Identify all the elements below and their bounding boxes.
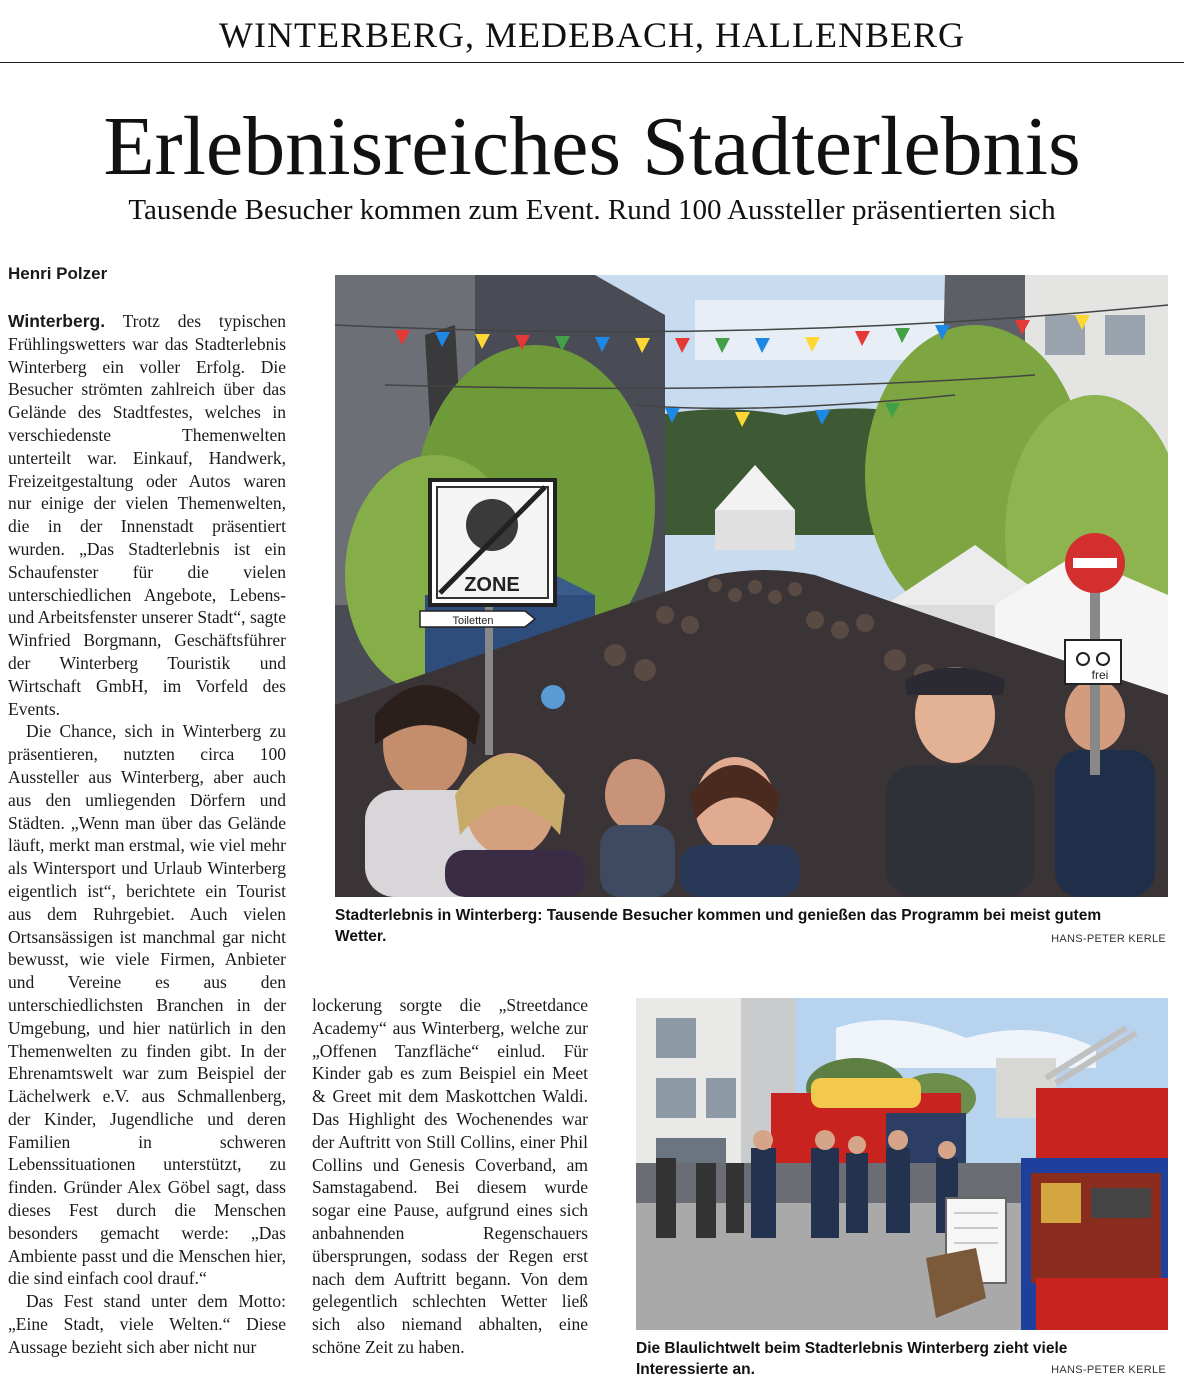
paragraph-1 xyxy=(8,310,286,720)
section-rule xyxy=(0,62,1184,63)
sign-toiletten-text: Toiletten xyxy=(452,615,494,627)
photo-blaulichtwelt xyxy=(636,998,1168,1330)
author: Henri Polzer xyxy=(8,264,108,283)
dateline: Winterberg. xyxy=(8,311,106,331)
sign-frei-text: frei xyxy=(1091,668,1109,682)
photo1-credit: HANS-PETER KERLE xyxy=(1051,933,1166,945)
photo-street-crowd xyxy=(335,275,1168,897)
paragraph-4: lockerung sorgte die „Streetdance Academy“ aus Winterberg, welche zur „Offenen Tanzfläche“ einlud. Für Kinder gab es zum Beispiel ein Meet & Greet mit dem Maskottchen Waldi. Das Highlight des Wochenendes war der Auftritt von Still Collins, einer Phil Collins und Genesis Coverband, am Samstagabend. Bei diesem wurde sogar eine Pause, aufgrund eines sich anbahnenden Regenschauers übersprungen, sodass der Regen erst nach dem Auftritt begann. Von dem gelegentlich schlechten Wetter ließ sich also niemand abhalten, eine schöne Zeit zu haben. xyxy=(312,995,588,1357)
subheadline: Tausende Besucher kommen zum Event. Rund 100 Aussteller präsentierten sich xyxy=(128,194,1056,226)
article-column-2 xyxy=(312,994,588,1359)
sign-zone-text: ZONE xyxy=(464,574,520,596)
paragraph-2: Die Chance, sich in Winterberg zu präsentieren, nutzten circa 100 Aussteller aus Winterberg, aber auch aus den umliegenden Dörfern und Städten. „Wenn man über das Gelände läuft, merkt man erstmal, wie viel mehr als Wintersport und Urlaub Winterberg eigentlich ist“, berichtete ein Tourist aus dem Ruhrgebiet. Auch vielen Ortsansässigen ist manchmal gar nicht bewusst, wie viele Firmen, Anbieter und Vereine es aus den unterschiedlichsten Branchen in der Umgebung, und hier natürlich in den Themenwelten zu finden gibt. In der Ehrenamtswelt war zum Beispiel der Lächelwerk e.V. aus Schmallenberg, der Kinder, Jugendliche und deren Familien in schweren Lebenssituationen unterstützt, zu finden. Gründer Alex Göbel sagt, dass dieses Fest durch die Menschen besonders gemacht werde: „Das Ambiente passt und die Menschen hier, die sind einfach cool drauf.“ xyxy=(8,721,286,1289)
photo2-credit: HANS-PETER KERLE xyxy=(1051,1364,1166,1376)
photo2-caption: Die Blaulichtwelt beim Stadterlebnis Winterberg zieht viele Interessierte an. xyxy=(636,1340,1068,1378)
section-title: WINTERBERG, MEDEBACH, HALLENBERG xyxy=(219,15,965,55)
photo1-caption: Stadterlebnis in Winterberg: Tausende Besucher kommen und genießen das Programm bei meist gutem Wetter. xyxy=(335,907,1102,945)
paragraph-1-text: Trotz des typischen Frühlingswetters war das Stadterlebnis Winterberg ein voller Erfolg. Die Besucher strömten zahlreich über das Gelände des Stadtfestes, welches in verschiedenste Themenwelten unterteilt war. Einkauf, Handwerk, Freizeitgestaltung oder Autos waren nur einige der vielen Themenwelten, die in der Innenstadt präsentiert wurden. „Das Stadterlebnis ist ein Schaufenster für die vielen unterschiedlichen Angebote, Lebens- und Arbeitsfenster unserer Stadt“, sagte Winfried Borgmann, Geschäftsführer der Winterberg Touristik und Wirtschaft GmbH, im Vorfeld des Events. xyxy=(8,311,286,719)
paragraph-3: Das Fest stand unter dem Motto: „Eine Stadt, viele Welten.“ Diese Aussage bezieht sich aber nicht nur xyxy=(8,1291,286,1357)
headline: Erlebnisreiches Stadterlebnis xyxy=(103,100,1081,193)
article-column-1 xyxy=(8,310,286,1359)
